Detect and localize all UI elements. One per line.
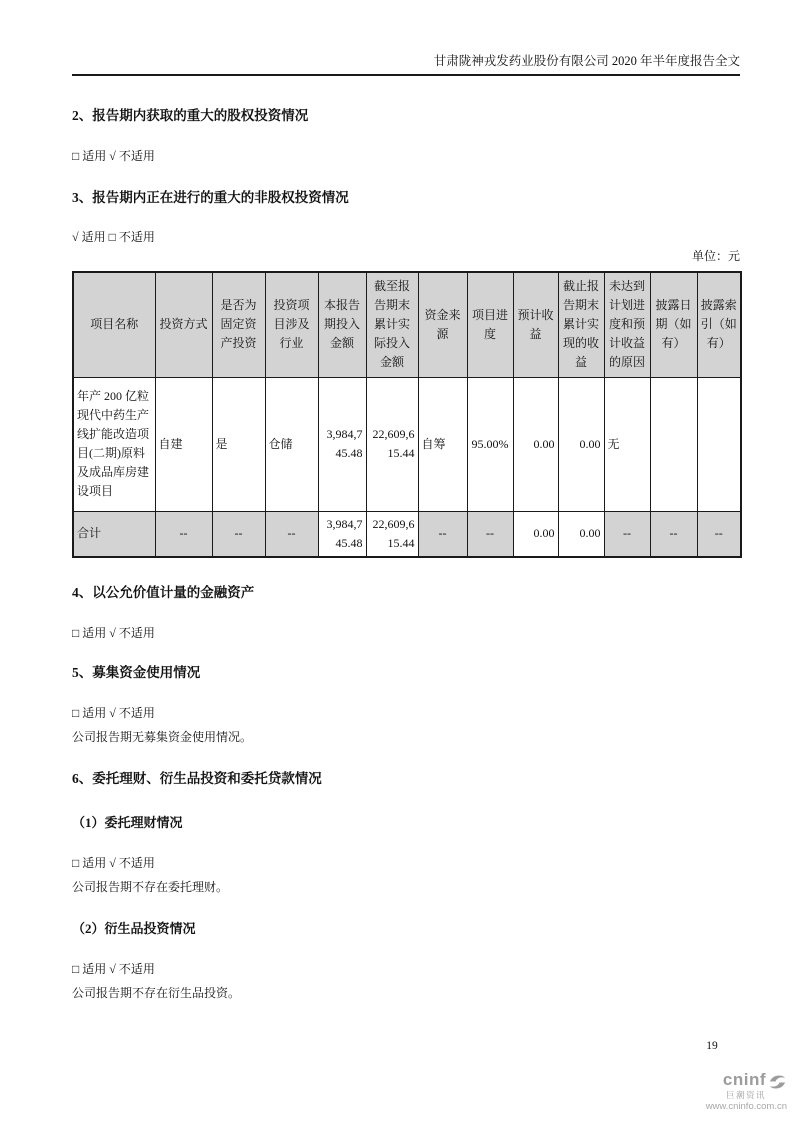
cell-total-dash: -- [604, 511, 650, 557]
cell-total-label: 合计 [73, 511, 155, 557]
document-header-title: 甘肃陇神戎发药业股份有限公司 2020 年半年度报告全文 [433, 54, 740, 68]
cell-project-progress: 95.00% [467, 377, 513, 511]
cell-total-dash: -- [155, 511, 212, 557]
cell-total-dash: -- [697, 511, 741, 557]
table-header-cell: 投资方式 [155, 272, 212, 377]
cninfo-logo-top [695, 1071, 787, 1090]
section-4-applicability: □ 适用 √ 不适用 [72, 626, 155, 640]
cell-cumulative-investment: 22,609,615.44 [366, 377, 418, 511]
table-header-cell: 预计收益 [513, 272, 558, 377]
cell-total-cumulative-investment: 22,609,615.44 [366, 511, 418, 557]
section-3-applicability: √ 适用 □ 不适用 [72, 230, 155, 244]
cell-project-name: 年产 200 亿粒现代中药生产线扩能改造项目(二期)原料及成品库房建设项目 [73, 377, 155, 511]
cninfo-logo [695, 1071, 787, 1112]
section-6-1-heading: （1）委托理财情况 [72, 815, 183, 830]
cell-expected-return: 0.00 [513, 377, 558, 511]
cell-total-dash: -- [467, 511, 513, 557]
cninfo-logo-text: cninf [722, 1070, 766, 1089]
cell-total-dash: -- [212, 511, 265, 557]
page-number: 19 [706, 1040, 718, 1052]
table-header-cell: 截至报告期末累计实际投入金额 [366, 272, 418, 377]
cell-industry: 仓储 [265, 377, 318, 511]
table-header-cell: 本报告期投入金额 [318, 272, 366, 377]
table-header-cell: 披露日期（如有） [650, 272, 697, 377]
section-3-heading: 3、报告期内正在进行的重大的非股权投资情况 [72, 190, 349, 205]
document-header [72, 0, 740, 76]
section-2 [72, 107, 740, 165]
cell-total-expected-return: 0.00 [513, 511, 558, 557]
section-5-applicability: □ 适用 √ 不适用 [72, 706, 155, 720]
cell-delay-reason: 无 [604, 377, 650, 511]
section-6-2-heading: （2）衍生品投资情况 [72, 921, 196, 936]
section-5 [72, 664, 740, 746]
cell-total-realized-return: 0.00 [558, 511, 604, 557]
table-header-cell: 未达到计划进度和预计收益的原因 [604, 272, 650, 377]
table-header-cell: 投资项目涉及行业 [265, 272, 318, 377]
cell-realized-return: 0.00 [558, 377, 604, 511]
section-6-2-applicability: □ 适用 √ 不适用 [72, 962, 155, 976]
table-unit-label: 单位：元 [691, 249, 740, 263]
page-content [72, 0, 740, 1002]
section-6-1-applicability: □ 适用 √ 不适用 [72, 856, 155, 870]
table-header-cell: 项目进度 [467, 272, 513, 377]
cell-total-dash: -- [650, 511, 697, 557]
cell-total-dash: -- [418, 511, 467, 557]
table-header-cell: 项目名称 [73, 272, 155, 377]
section-3 [72, 189, 740, 558]
section-6-heading: 6、委托理财、衍生品投资和委托贷款情况 [72, 771, 322, 786]
section-6 [72, 770, 740, 1002]
cell-funding-source: 自筹 [418, 377, 467, 511]
cell-total-period-investment: 3,984,745.48 [318, 511, 366, 557]
cninfo-logo-subtext: 巨潮资讯 [725, 1089, 766, 1100]
section-4-heading: 4、以公允价值计量的金融资产 [72, 585, 255, 600]
section-6-2-note: 公司报告期不存在衍生品投资。 [72, 986, 241, 1000]
table-header-cell: 是否为固定资产投资 [212, 272, 265, 377]
cell-disclosure-index [697, 377, 741, 511]
section-2-heading: 2、报告期内获取的重大的股权投资情况 [72, 108, 309, 123]
section-5-heading: 5、募集资金使用情况 [72, 665, 201, 680]
cninfo-logo-url: www.cninfo.com.cn [705, 1101, 787, 1113]
cell-period-investment: 3,984,745.48 [318, 377, 366, 511]
table-header-cell: 资金来源 [418, 272, 467, 377]
cninfo-swirl-icon [768, 1074, 787, 1090]
non-equity-investment-table [72, 271, 742, 558]
table-row-total [73, 511, 741, 557]
table-header-cell: 截止报告期末累计实现的收益 [558, 272, 604, 377]
section-4 [72, 584, 740, 642]
section-5-note: 公司报告期无募集资金使用情况。 [72, 730, 253, 744]
table-header-row [73, 272, 741, 377]
table-row-project [73, 377, 741, 511]
cell-total-dash: -- [265, 511, 318, 557]
section-6-1-note: 公司报告期不存在委托理财。 [72, 880, 229, 894]
cell-fixed-asset-flag: 是 [212, 377, 265, 511]
table-header-cell: 披露索引（如有） [697, 272, 741, 377]
cell-investment-method: 自建 [155, 377, 212, 511]
cell-disclosure-date [650, 377, 697, 511]
section-2-applicability: □ 适用 √ 不适用 [72, 149, 155, 163]
